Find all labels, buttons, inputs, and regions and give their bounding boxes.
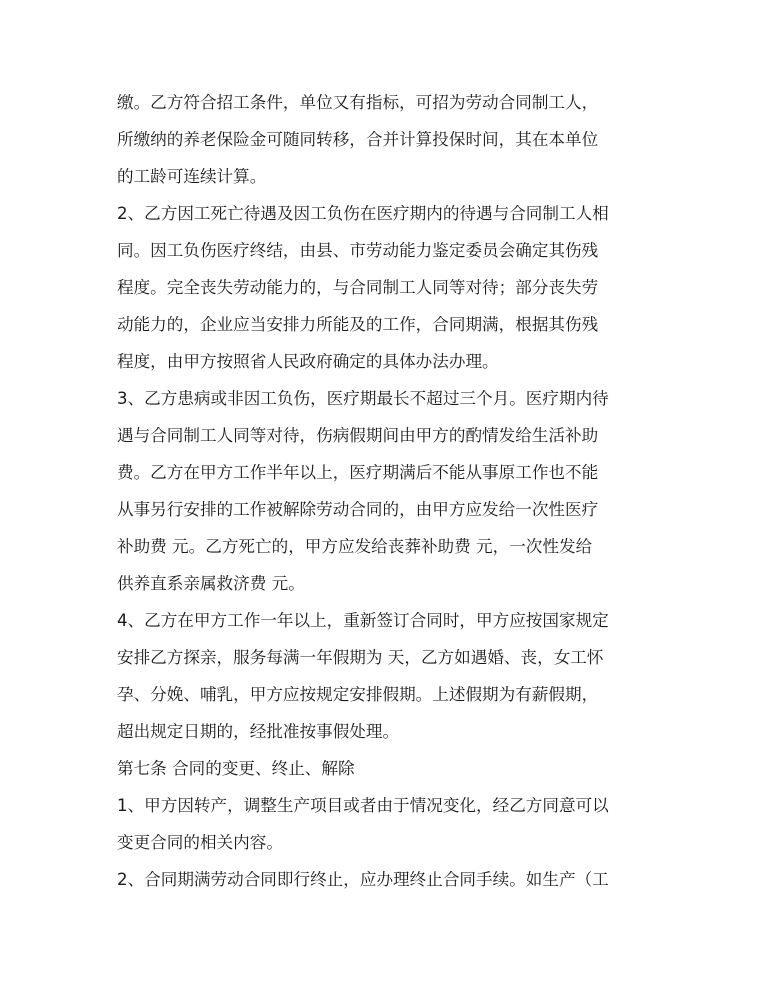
text-line: 4、乙方在甲方工作一年以上，重新签订合同时，甲方应按国家规定 (117, 611, 609, 630)
text-line: 费。乙方在甲方工作半年以上，医疗期满后不能从事原工作也不能 (117, 463, 599, 482)
text-line: 1、甲方因转产，调整生产项目或者由于情况变化，经乙方同意可以 (117, 796, 609, 815)
text-line: 的工龄可连续计算。 (117, 167, 267, 186)
text-line: 程度，由甲方按照省人民政府确定的具体办法办理。 (117, 352, 499, 371)
text-line: 孕、分娩、哺乳，甲方应按规定安排假期。上述假期为有薪假期， (117, 685, 599, 704)
text-line: 程度。完全丧失劳动能力的，与合同制工人同等对待；部分丧失劳 (117, 278, 599, 297)
section-heading: 第七条 合同的变更、终止、解除 (117, 759, 355, 778)
text-line: 变更合同的相关内容。 (117, 833, 283, 852)
text-line: 2、合同期满劳动合同即行终止，应办理终止合同手续。如生产（工 (117, 870, 609, 889)
text-line: 补助费 元。乙方死亡的，甲方应发给丧葬补助费 元，一次性发给 (117, 537, 593, 556)
text-line: 超出规定日期的，经批准按事假处理。 (117, 722, 400, 741)
text-line: 动能力的，企业应当安排力所能及的工作，合同期满，根据其伤残 (117, 315, 599, 334)
text-line: 同。因工负伤医疗终结，由县、市劳动能力鉴定委员会确定其伤残 (117, 241, 599, 260)
text-line: 供养直系亲属救济费 元。 (117, 574, 305, 593)
text-line: 所缴纳的养老保险金可随同转移，合并计算投保时间，其在本单位 (117, 130, 599, 149)
text-line: 2、乙方因工死亡待遇及因工负伤在医疗期内的待遇与合同制工人相 (117, 204, 609, 223)
text-line: 遇与合同制工人同等对待，伤病假期间由甲方的酌情发给生活补助 (117, 426, 599, 445)
text-line: 从事另行安排的工作被解除劳动合同的，由甲方应发给一次性医疗 (117, 500, 599, 519)
document-body (117, 84, 662, 898)
text-line: 安排乙方探亲，服务每满一年假期为 天，乙方如遇婚、丧，女工怀 (117, 648, 604, 667)
text-line: 3、乙方患病或非因工负伤，医疗期最长不超过三个月。医疗期内待 (117, 389, 609, 408)
text-line: 缴。乙方符合招工条件，单位又有指标，可招为劳动合同制工人， (117, 93, 599, 112)
